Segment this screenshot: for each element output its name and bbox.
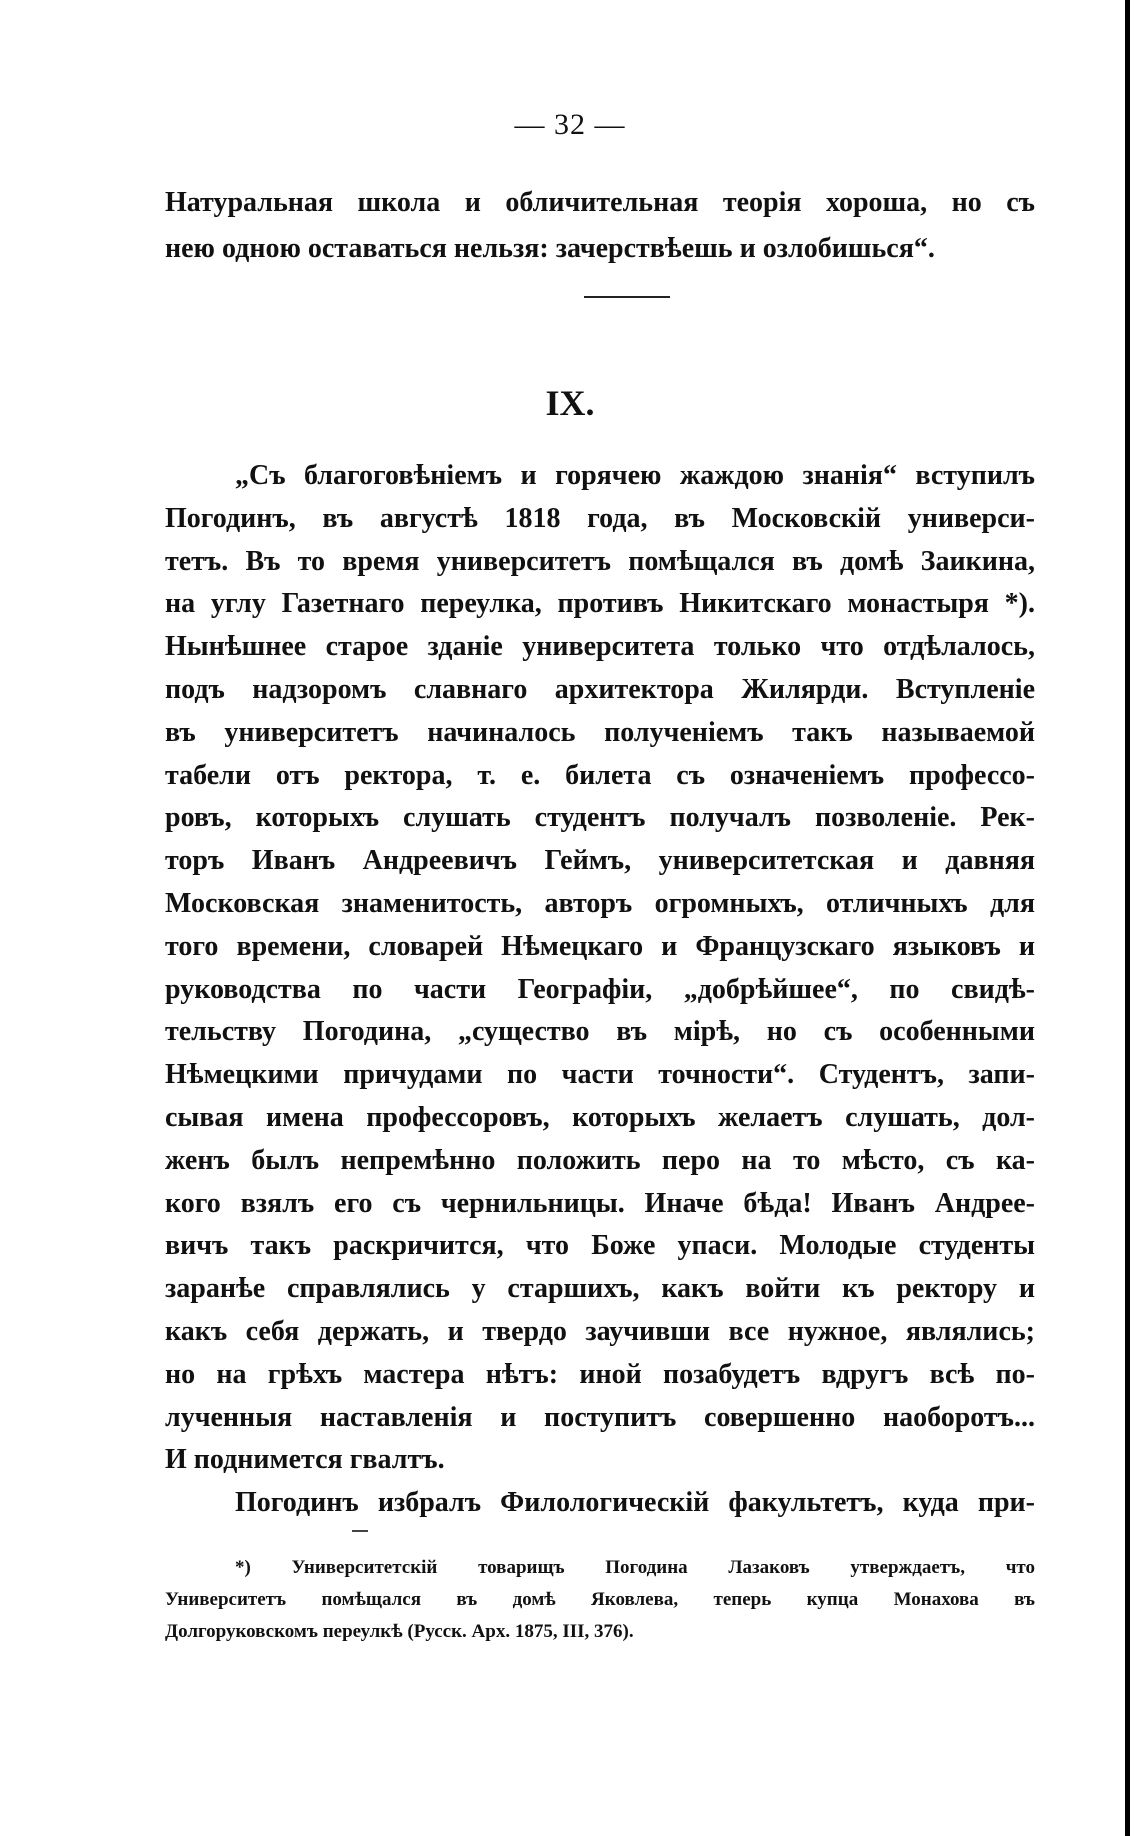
body-line: табели отъ ректора, т. е. билета съ означеніемъ профессо- bbox=[165, 759, 1035, 791]
body-line: Московская знаменитость, авторъ огромныхъ, отличныхъ для bbox=[165, 887, 1035, 919]
body-line: торъ Иванъ Андреевичъ Геймъ, университетская и давняя bbox=[165, 845, 1035, 877]
body-paragraphs bbox=[165, 455, 1035, 1525]
footnote bbox=[165, 1552, 1035, 1648]
section-heading: IX. bbox=[545, 383, 595, 423]
body-line: кого взялъ его съ чернильницы. Иначе бѣда! Иванъ Андрее- bbox=[165, 1187, 1035, 1219]
body-line: того времени, словарей Нѣмецкаго и Французскаго языковъ и bbox=[165, 930, 1035, 962]
body-line: сывая имена профессоровъ, которыхъ желаетъ слушать, дол- bbox=[165, 1101, 1035, 1133]
body-line: ровъ, которыхъ слушать студентъ получалъ позволеніе. Рек- bbox=[165, 802, 1035, 834]
body-line: какъ себя держать, и твердо заучивши все нужное, являлись; bbox=[165, 1315, 1035, 1347]
body-line: на углу Газетнаго переулка, противъ Никитскаго монастыря *). bbox=[165, 588, 1035, 620]
body-line: руководства по части Географіи, „добрѣйшее“, по свидѣ- bbox=[165, 973, 1035, 1005]
body-line: въ университетъ начиналось полученіемъ такъ называемой bbox=[165, 716, 1035, 748]
body-line: И поднимется гвалтъ. bbox=[165, 1444, 445, 1476]
body-line: Погодинъ избралъ Филологическій факультетъ, куда при- bbox=[235, 1487, 1035, 1519]
body-line: лученныя наставленія и поступитъ совершенно наоборотъ... bbox=[165, 1401, 1035, 1433]
body-line: но на грѣхъ мастера нѣтъ: иной позабудетъ вдругъ всѣ по- bbox=[165, 1358, 1035, 1390]
body-line: тетъ. Въ то время университетъ помѣщался въ домѣ Заикина, bbox=[165, 545, 1035, 577]
body-line: „Съ благоговѣніемъ и горячею жаждою знанія“ вступилъ bbox=[235, 460, 1035, 491]
footnote-line: Университетъ помѣщался въ домѣ Яковлева, теперь купца Монахова въ bbox=[165, 1589, 1035, 1610]
footnote-divider bbox=[352, 1530, 368, 1532]
footnote-line: Долгоруковскомъ переулкѣ (Русск. Арх. 1875, III, 376). bbox=[165, 1621, 634, 1642]
page-edge-border bbox=[1125, 0, 1130, 1836]
page-number: — 32 — bbox=[514, 108, 626, 141]
intro-paragraph bbox=[165, 180, 1035, 272]
body-line: Погодинъ, въ августѣ 1818 года, въ Московскій универси- bbox=[165, 502, 1035, 534]
body-line: тельству Погодина, „существо въ мірѣ, но съ особенными bbox=[165, 1016, 1035, 1048]
body-line: подъ надзоромъ славнаго архитектора Жилярди. Вступленіе bbox=[165, 673, 1035, 705]
body-line: Нынѣшнее старое зданіе университета только что отдѣлалось, bbox=[165, 631, 1035, 663]
intro-line: нею одною оставаться нельзя: зачерствѣешь и озлобишься“. bbox=[165, 233, 935, 264]
body-line: женъ былъ непремѣнно положить перо на то мѣсто, съ ка- bbox=[165, 1144, 1035, 1176]
intro-line: Натуральная школа и обличительная теорія хороша, но съ bbox=[165, 187, 1035, 218]
section-divider bbox=[584, 296, 670, 298]
footnote-line: *) Университетскій товарищъ Погодина Лазаковъ утверждаетъ, что bbox=[235, 1557, 1035, 1578]
body-line: Нѣмецкими причудами по части точности“. Студентъ, запи- bbox=[165, 1059, 1035, 1091]
body-line: вичъ такъ раскричится, что Боже упаси. Молодые студенты bbox=[165, 1230, 1035, 1262]
body-line: заранѣе справлялись у старшихъ, какъ войти къ ректору и bbox=[165, 1273, 1035, 1305]
